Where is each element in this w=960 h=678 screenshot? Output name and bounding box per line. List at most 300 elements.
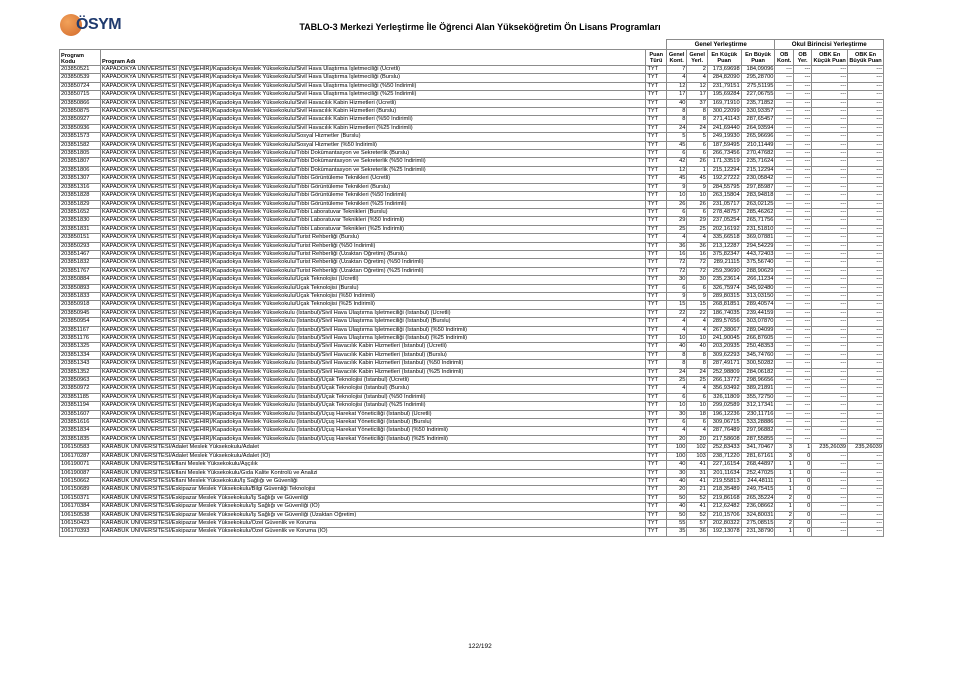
cell-puan-turu: TYT — [646, 377, 666, 385]
cell-ob-yer: --- — [793, 427, 811, 435]
cell-obk-en-buyuk: --- — [848, 99, 884, 107]
cell-genel-yerl: 36 — [687, 242, 707, 250]
cell-puan-turu: TYT — [646, 124, 666, 132]
cell-genel-kont: 50 — [666, 494, 686, 502]
cell-genel-kont: 40 — [666, 503, 686, 511]
cell-puan-turu: TYT — [646, 166, 666, 174]
cell-puan-turu: TYT — [646, 150, 666, 158]
cell-en-kucuk-puan: 300,22099 — [707, 108, 741, 116]
cell-puan-turu: TYT — [646, 82, 666, 90]
cell-genel-yerl: 15 — [687, 301, 707, 309]
cell-puan-turu: TYT — [646, 393, 666, 401]
cell-en-buyuk-puan: 239,44159 — [741, 309, 775, 317]
cell-en-kucuk-puan: 259,39690 — [707, 267, 741, 275]
cell-puan-turu: TYT — [646, 335, 666, 343]
table-row — [60, 158, 884, 166]
cell-ob-kont: --- — [775, 276, 793, 284]
table-row — [60, 435, 884, 443]
cell-en-kucuk-puan: 171,33519 — [707, 158, 741, 166]
cell-program-name: KARABÜK ÜNİVERSİTESİ/Eflani Meslek Yüksekokulu/İş Sağlığı ve Güvenliği — [100, 477, 646, 485]
table-row — [60, 250, 884, 258]
cell-ob-yer: --- — [793, 66, 811, 74]
cell-puan-turu: TYT — [646, 503, 666, 511]
table-row — [60, 124, 884, 132]
cell-program-code: 106170393 — [60, 528, 101, 536]
cell-ob-yer: 0 — [793, 494, 811, 502]
cell-puan-turu: TYT — [646, 461, 666, 469]
cell-genel-yerl: 8 — [687, 108, 707, 116]
cell-obk-en-kucuk: --- — [812, 469, 848, 477]
cell-program-name: KARABÜK ÜNİVERSİTESİ/Eskipazar Meslek Yüksekokulu/İş Sağlığı ve Güvenliği (İÖ) — [100, 503, 646, 511]
table-row — [60, 419, 884, 427]
cell-genel-yerl: 22 — [687, 309, 707, 317]
cell-genel-yerl: 16 — [687, 250, 707, 258]
cell-ob-kont: --- — [775, 108, 793, 116]
cell-puan-turu: TYT — [646, 175, 666, 183]
cell-obk-en-kucuk: --- — [812, 301, 848, 309]
table-row — [60, 326, 884, 334]
cell-genel-kont: 4 — [666, 385, 686, 393]
cell-puan-turu: TYT — [646, 469, 666, 477]
cell-en-kucuk-puan: 241,69440 — [707, 124, 741, 132]
cell-obk-en-kucuk: --- — [812, 419, 848, 427]
cell-genel-yerl: 52 — [687, 494, 707, 502]
cell-obk-en-buyuk: --- — [848, 519, 884, 527]
cell-program-name: KAPADOKYA ÜNİVERSİTESİ (NEVŞEHİR)/Kapadokya Meslek Yüksekokulu (İstanbul)/Sivil Havacılık Kabin Hizmetleri (İstanbul) (Ücretli) — [100, 343, 646, 351]
cell-obk-en-kucuk: --- — [812, 259, 848, 267]
cell-ob-yer: --- — [793, 124, 811, 132]
cell-program-name: KARABÜK ÜNİVERSİTESİ/Eskipazar Meslek Yüksekokulu/İş Sağlığı ve Güvenliği — [100, 494, 646, 502]
cell-genel-yerl: 8 — [687, 360, 707, 368]
cell-genel-yerl: 10 — [687, 402, 707, 410]
cell-obk-en-kucuk: --- — [812, 452, 848, 460]
cell-ob-yer: --- — [793, 217, 811, 225]
cell-program-name: KARABÜK ÜNİVERSİTESİ/Adalet Meslek Yüksekokulu/Adalet (İÖ) — [100, 452, 646, 460]
cell-genel-kont: 16 — [666, 250, 686, 258]
cell-program-code: 203851767 — [60, 267, 101, 275]
cell-genel-kont: 45 — [666, 141, 686, 149]
cell-ob-kont: --- — [775, 284, 793, 292]
cell-genel-yerl: 25 — [687, 225, 707, 233]
cell-ob-kont: --- — [775, 183, 793, 191]
cell-puan-turu: TYT — [646, 326, 666, 334]
cell-ob-yer: 0 — [793, 486, 811, 494]
cell-program-code: 203850724 — [60, 82, 101, 90]
cell-ob-yer: 0 — [793, 503, 811, 511]
cell-en-buyuk-puan: 289,04099 — [741, 326, 775, 334]
cell-obk-en-buyuk: --- — [848, 402, 884, 410]
cell-genel-yerl: 8 — [687, 116, 707, 124]
cell-obk-en-buyuk: --- — [848, 427, 884, 435]
cell-en-kucuk-puan: 287,76489 — [707, 427, 741, 435]
cell-program-code: 203851194 — [60, 402, 101, 410]
cell-puan-turu: TYT — [646, 284, 666, 292]
cell-puan-turu: TYT — [646, 292, 666, 300]
cell-ob-kont: --- — [775, 242, 793, 250]
cell-en-buyuk-puan: 231,51810 — [741, 225, 775, 233]
col-obk-kucuk: OBK En Küçük Puan — [813, 51, 846, 64]
cell-program-name: KAPADOKYA ÜNİVERSİTESİ (NEVŞEHİR)/Kapadokya Meslek Yüksekokulu (İstanbul)/Uçak Teknolojisi (İstanbul) (Ücretli) — [100, 377, 646, 385]
cell-en-buyuk-puan: 355,72750 — [741, 393, 775, 401]
cell-en-buyuk-puan: 297,96882 — [741, 427, 775, 435]
cell-puan-turu: TYT — [646, 276, 666, 284]
cell-program-name: KAPADOKYA ÜNİVERSİTESİ (NEVŞEHİR)/Kapadokya Meslek Yüksekokulu (İstanbul)/Sivil Havacılık Kabin Hizmetleri (İstanbul) (%50 İndirimli) — [100, 360, 646, 368]
cell-obk-en-kucuk: --- — [812, 225, 848, 233]
cell-program-code: 203850972 — [60, 385, 101, 393]
cell-en-buyuk-puan: 236,08662 — [741, 503, 775, 511]
cell-genel-kont: 20 — [666, 486, 686, 494]
cell-program-code: 203850539 — [60, 74, 101, 82]
cell-puan-turu: TYT — [646, 234, 666, 242]
cell-ob-kont: --- — [775, 435, 793, 443]
cell-program-code: 203851176 — [60, 335, 101, 343]
cell-ob-kont: --- — [775, 309, 793, 317]
cell-en-kucuk-puan: 326,75974 — [707, 284, 741, 292]
cell-genel-yerl: 41 — [687, 503, 707, 511]
cell-genel-kont: 25 — [666, 377, 686, 385]
table-row — [60, 351, 884, 359]
cell-genel-yerl: 6 — [687, 393, 707, 401]
cell-en-kucuk-puan: 187,59495 — [707, 141, 741, 149]
cell-genel-yerl: 2 — [687, 66, 707, 74]
cell-genel-kont: 8 — [666, 116, 686, 124]
cell-obk-en-kucuk: --- — [812, 208, 848, 216]
cell-en-kucuk-puan: 192,27222 — [707, 175, 741, 183]
cell-genel-kont: 22 — [666, 309, 686, 317]
cell-en-buyuk-puan: 265,96696 — [741, 133, 775, 141]
cell-genel-kont: 12 — [666, 82, 686, 90]
cell-genel-yerl: 40 — [687, 343, 707, 351]
cell-en-buyuk-puan: 275,51195 — [741, 82, 775, 90]
cell-puan-turu: TYT — [646, 192, 666, 200]
table-row — [60, 301, 884, 309]
cell-ob-kont: --- — [775, 217, 793, 225]
cell-en-buyuk-puan: 263,02125 — [741, 200, 775, 208]
cell-en-buyuk-puan: 265,71756 — [741, 217, 775, 225]
cell-program-name: KAPADOKYA ÜNİVERSİTESİ (NEVŞEHİR)/Kapadokya Meslek Yüksekokulu (İstanbul)/Uçuş Harekat Yöneticiliği (İstanbul) (%25 İndirimli) — [100, 435, 646, 443]
cell-en-kucuk-puan: 241,90045 — [707, 335, 741, 343]
cell-obk-en-buyuk: --- — [848, 494, 884, 502]
cell-obk-en-buyuk: --- — [848, 267, 884, 275]
cell-genel-yerl: 103 — [687, 452, 707, 460]
table-row — [60, 528, 884, 536]
table-row — [60, 82, 884, 90]
cell-obk-en-kucuk: --- — [812, 166, 848, 174]
cell-genel-yerl: 10 — [687, 192, 707, 200]
cell-genel-yerl: 52 — [687, 511, 707, 519]
cell-en-kucuk-puan: 263,15804 — [707, 192, 741, 200]
cell-puan-turu: TYT — [646, 309, 666, 317]
cell-program-code: 203850521 — [60, 66, 101, 74]
cell-program-name: KAPADOKYA ÜNİVERSİTESİ (NEVŞEHİR)/Kapadokya Meslek Yüksekokulu/Sivil Hava Ulaştırma İşletmeciliği (Ücretli) — [100, 66, 646, 74]
cell-obk-en-buyuk: --- — [848, 82, 884, 90]
cell-program-name: KAPADOKYA ÜNİVERSİTESİ (NEVŞEHİR)/Kapadokya Meslek Yüksekokulu/Turist Rehberliği (Uzaktan Öğretim) (Burslu) — [100, 250, 646, 258]
cell-en-kucuk-puan: 252,98809 — [707, 368, 741, 376]
cell-ob-kont: 1 — [775, 469, 793, 477]
cell-en-buyuk-puan: 249,75415 — [741, 486, 775, 494]
cell-ob-kont: --- — [775, 368, 793, 376]
cell-genel-yerl: 18 — [687, 410, 707, 418]
cell-ob-kont: 3 — [775, 444, 793, 452]
cell-genel-kont: 4 — [666, 326, 686, 334]
cell-program-code: 203851325 — [60, 343, 101, 351]
cell-ob-kont: --- — [775, 427, 793, 435]
cell-obk-en-buyuk: --- — [848, 91, 884, 99]
cell-en-buyuk-puan: 210,11449 — [741, 141, 775, 149]
cell-program-name: KAPADOKYA ÜNİVERSİTESİ (NEVŞEHİR)/Kapadokya Meslek Yüksekokulu (İstanbul)/Sivil Havacılık Kabin Hizmetleri (İstanbul) (Burslu) — [100, 351, 646, 359]
col-ob-kont: OB Kont. — [775, 50, 793, 66]
cell-obk-en-buyuk: --- — [848, 208, 884, 216]
cell-puan-turu: TYT — [646, 435, 666, 443]
cell-obk-en-kucuk: --- — [812, 326, 848, 334]
cell-ob-kont: 2 — [775, 494, 793, 502]
cell-obk-en-buyuk: --- — [848, 309, 884, 317]
cell-en-buyuk-puan: 227,06755 — [741, 91, 775, 99]
cell-obk-en-buyuk: --- — [848, 343, 884, 351]
cell-genel-yerl: 6 — [687, 419, 707, 427]
cell-program-name: KAPADOKYA ÜNİVERSİTESİ (NEVŞEHİR)/Kapadokya Meslek Yüksekokulu/Sivil Havacılık Kabin Hizmetleri (Burslu) — [100, 108, 646, 116]
cell-obk-en-kucuk: --- — [812, 461, 848, 469]
cell-genel-kont: 29 — [666, 217, 686, 225]
cell-ob-kont: --- — [775, 225, 793, 233]
cell-puan-turu: TYT — [646, 250, 666, 258]
table-row — [60, 225, 884, 233]
cell-program-code: 106150662 — [60, 477, 101, 485]
cell-obk-en-kucuk: --- — [812, 343, 848, 351]
cell-ob-yer: --- — [793, 242, 811, 250]
cell-genel-kont: 35 — [666, 528, 686, 536]
cell-en-kucuk-puan: 217,58608 — [707, 435, 741, 443]
cell-program-code: 203851582 — [60, 141, 101, 149]
cell-ob-kont: 2 — [775, 511, 793, 519]
cell-program-name: KAPADOKYA ÜNİVERSİTESİ (NEVŞEHİR)/Kapadokya Meslek Yüksekokulu/Tıbbi Laboratuvar Teknikleri (%50 İndirimli) — [100, 217, 646, 225]
cell-program-code: 203851652 — [60, 208, 101, 216]
cell-en-kucuk-puan: 335,66518 — [707, 234, 741, 242]
cell-obk-en-kucuk: --- — [812, 74, 848, 82]
cell-obk-en-buyuk: --- — [848, 435, 884, 443]
cell-obk-en-kucuk: --- — [812, 494, 848, 502]
cell-en-kucuk-puan: 284,55795 — [707, 183, 741, 191]
cell-ob-yer: --- — [793, 108, 811, 116]
cell-genel-kont: 30 — [666, 469, 686, 477]
group-general-header: Genel Yerleştirme — [666, 40, 775, 50]
cell-program-code: 203850884 — [60, 276, 101, 284]
table-row — [60, 377, 884, 385]
table-row — [60, 511, 884, 519]
cell-ob-yer: --- — [793, 175, 811, 183]
cell-genel-kont: 12 — [666, 166, 686, 174]
cell-genel-yerl: 6 — [687, 284, 707, 292]
cell-en-kucuk-puan: 278,48757 — [707, 208, 741, 216]
table-row — [60, 166, 884, 174]
cell-puan-turu: TYT — [646, 360, 666, 368]
cell-puan-turu: TYT — [646, 528, 666, 536]
table-row — [60, 486, 884, 494]
cell-obk-en-kucuk: --- — [812, 318, 848, 326]
cell-obk-en-buyuk: --- — [848, 385, 884, 393]
table-row — [60, 66, 884, 74]
cell-program-name: KAPADOKYA ÜNİVERSİTESİ (NEVŞEHİR)/Kapadokya Meslek Yüksekokulu (İstanbul)/Sivil Hava Ulaştırma İşletmeciliği (İstanbul) (Ücretli) — [100, 309, 646, 317]
cell-en-kucuk-puan: 266,13772 — [707, 377, 741, 385]
cell-obk-en-buyuk: --- — [848, 360, 884, 368]
cell-en-kucuk-puan: 299,02589 — [707, 402, 741, 410]
cell-program-name: KAPADOKYA ÜNİVERSİTESİ (NEVŞEHİR)/Kapadokya Meslek Yüksekokulu/Uçak Teknolojisi (Ücretli) — [100, 276, 646, 284]
cell-ob-kont: --- — [775, 259, 793, 267]
cell-program-name: KAPADOKYA ÜNİVERSİTESİ (NEVŞEHİR)/Kapadokya Meslek Yüksekokulu (İstanbul)/Uçak Teknolojisi (İstanbul) (Burslu) — [100, 385, 646, 393]
cell-genel-yerl: 4 — [687, 74, 707, 82]
cell-en-buyuk-puan: 252,47025 — [741, 469, 775, 477]
table-row — [60, 318, 884, 326]
cell-ob-yer: --- — [793, 284, 811, 292]
cell-obk-en-kucuk: --- — [812, 393, 848, 401]
cell-genel-kont: 55 — [666, 519, 686, 527]
cell-en-buyuk-puan: 275,08515 — [741, 519, 775, 527]
table-row — [60, 242, 884, 250]
cell-puan-turu: TYT — [646, 225, 666, 233]
cell-ob-kont: --- — [775, 150, 793, 158]
cell-ob-kont: --- — [775, 66, 793, 74]
cell-genel-kont: 4 — [666, 427, 686, 435]
cell-genel-yerl: 6 — [687, 208, 707, 216]
cell-genel-kont: 30 — [666, 410, 686, 418]
cell-en-kucuk-puan: 210,15706 — [707, 511, 741, 519]
cell-obk-en-kucuk: --- — [812, 410, 848, 418]
cell-en-buyuk-puan: 215,12294 — [741, 166, 775, 174]
cell-program-code: 203851831 — [60, 225, 101, 233]
cell-program-name: KAPADOKYA ÜNİVERSİTESİ (NEVŞEHİR)/Kapadokya Meslek Yüksekokulu/Tıbbi Görüntüleme Teknikleri (%25 İndirimli) — [100, 200, 646, 208]
cell-obk-en-buyuk: --- — [848, 368, 884, 376]
cell-obk-en-buyuk: --- — [848, 250, 884, 258]
cell-program-name: KAPADOKYA ÜNİVERSİTESİ (NEVŞEHİR)/Kapadokya Meslek Yüksekokulu (İstanbul)/Uçuş Harekat Yöneticiliği (İstanbul) (%50 İndirimli) — [100, 427, 646, 435]
cell-obk-en-kucuk: --- — [812, 477, 848, 485]
cell-program-name: KAPADOKYA ÜNİVERSİTESİ (NEVŞEHİR)/Kapadokya Meslek Yüksekokulu/Sivil Havacılık Kabin Hizmetleri (%25 İndirimli) — [100, 124, 646, 132]
table-row — [60, 368, 884, 376]
cell-obk-en-kucuk: --- — [812, 108, 848, 116]
cell-ob-kont: --- — [775, 250, 793, 258]
cell-ob-yer: --- — [793, 91, 811, 99]
cell-obk-en-kucuk: --- — [812, 158, 848, 166]
cell-obk-en-buyuk: --- — [848, 133, 884, 141]
cell-genel-yerl: 36 — [687, 528, 707, 536]
cell-genel-kont: 30 — [666, 276, 686, 284]
cell-puan-turu: TYT — [646, 66, 666, 74]
cell-program-code: 203851343 — [60, 360, 101, 368]
table-row — [60, 108, 884, 116]
cell-program-name: KAPADOKYA ÜNİVERSİTESİ (NEVŞEHİR)/Kapadokya Meslek Yüksekokulu/Turist Rehberliği (Uzaktan Öğretim) (%25 İndirimli) — [100, 267, 646, 275]
cell-en-kucuk-puan: 235,23614 — [707, 276, 741, 284]
cell-genel-yerl: 72 — [687, 267, 707, 275]
cell-ob-yer: --- — [793, 234, 811, 242]
table-row — [60, 150, 884, 158]
cell-en-buyuk-puan: 235,71852 — [741, 99, 775, 107]
cell-obk-en-kucuk: --- — [812, 351, 848, 359]
cell-genel-kont: 100 — [666, 452, 686, 460]
cell-obk-en-buyuk: --- — [848, 377, 884, 385]
cell-program-code: 106190071 — [60, 461, 101, 469]
table-row — [60, 452, 884, 460]
cell-program-name: KARABÜK ÜNİVERSİTESİ/Eflani Meslek Yüksekokulu/Aşçılık — [100, 461, 646, 469]
cell-obk-en-kucuk: --- — [812, 133, 848, 141]
cell-ob-kont: --- — [775, 158, 793, 166]
cell-en-kucuk-puan: 203,20935 — [707, 343, 741, 351]
cell-obk-en-kucuk: --- — [812, 242, 848, 250]
cell-obk-en-buyuk: --- — [848, 452, 884, 460]
col-genel-kont: Genel Kont. — [666, 50, 686, 66]
cell-en-buyuk-puan: 345,74760 — [741, 351, 775, 359]
cell-ob-kont: --- — [775, 410, 793, 418]
table-row — [60, 200, 884, 208]
cell-obk-en-kucuk: --- — [812, 250, 848, 258]
table-row — [60, 133, 884, 141]
cell-ob-yer: --- — [793, 267, 811, 275]
cell-genel-yerl: 6 — [687, 150, 707, 158]
cell-genel-kont: 50 — [666, 511, 686, 519]
cell-program-name: KAPADOKYA ÜNİVERSİTESİ (NEVŞEHİR)/Kapadokya Meslek Yüksekokulu/Tıbbi Görüntüleme Teknikleri (%50 İndirimli) — [100, 192, 646, 200]
cell-genel-kont: 5 — [666, 133, 686, 141]
cell-program-name: KAPADOKYA ÜNİVERSİTESİ (NEVŞEHİR)/Kapadokya Meslek Yüksekokulu (İstanbul)/Sivil Havacılık Kabin Hizmetleri (İstanbul) (%25 İndirimli) — [100, 368, 646, 376]
page-title: TABLO-3 Merkezi Yerleştirme İle Öğrenci Alan Yükseköğretim Ön Lisans Programları — [299, 22, 661, 32]
cell-en-buyuk-puan: 303,07870 — [741, 318, 775, 326]
cell-program-name: KAPADOKYA ÜNİVERSİTESİ (NEVŞEHİR)/Kapadokya Meslek Yüksekokulu (İstanbul)/Uçuş Harekat Yöneticiliği (İstanbul) (Ücretli) — [100, 410, 646, 418]
cell-obk-en-kucuk: --- — [812, 435, 848, 443]
cell-ob-kont: --- — [775, 208, 793, 216]
cell-obk-en-buyuk: --- — [848, 335, 884, 343]
cell-genel-kont: 36 — [666, 242, 686, 250]
cell-genel-kont: 7 — [666, 66, 686, 74]
cell-obk-en-kucuk: --- — [812, 116, 848, 124]
cell-genel-yerl: 30 — [687, 276, 707, 284]
table-column-header — [60, 50, 884, 66]
cell-ob-kont: --- — [775, 402, 793, 410]
cell-genel-kont: 10 — [666, 402, 686, 410]
cell-obk-en-buyuk: --- — [848, 166, 884, 174]
cell-puan-turu: TYT — [646, 108, 666, 116]
cell-ob-yer: --- — [793, 82, 811, 90]
cell-ob-yer: --- — [793, 116, 811, 124]
cell-program-code: 106150538 — [60, 511, 101, 519]
cell-en-buyuk-puan: 264,93594 — [741, 124, 775, 132]
cell-en-buyuk-puan: 287,55855 — [741, 435, 775, 443]
cell-program-code: 106170384 — [60, 503, 101, 511]
cell-en-buyuk-puan: 230,11716 — [741, 410, 775, 418]
cell-ob-yer: --- — [793, 393, 811, 401]
cell-obk-en-buyuk: --- — [848, 124, 884, 132]
cell-puan-turu: TYT — [646, 486, 666, 494]
cell-ob-yer: 0 — [793, 519, 811, 527]
cell-en-kucuk-puan: 326,11809 — [707, 393, 741, 401]
cell-en-buyuk-puan: 312,17341 — [741, 402, 775, 410]
cell-obk-en-kucuk: --- — [812, 267, 848, 275]
table-row — [60, 284, 884, 292]
cell-obk-en-kucuk: --- — [812, 511, 848, 519]
cell-obk-en-kucuk: --- — [812, 503, 848, 511]
cell-en-buyuk-puan: 270,47682 — [741, 150, 775, 158]
cell-genel-kont: 6 — [666, 393, 686, 401]
cell-en-kucuk-puan: 266,73456 — [707, 150, 741, 158]
cell-genel-yerl: 25 — [687, 377, 707, 385]
cell-obk-en-kucuk: --- — [812, 427, 848, 435]
cell-puan-turu: TYT — [646, 318, 666, 326]
cell-program-code: 203851807 — [60, 158, 101, 166]
cell-genel-yerl: 26 — [687, 158, 707, 166]
cell-puan-turu: TYT — [646, 200, 666, 208]
cell-obk-en-kucuk: --- — [812, 284, 848, 292]
cell-obk-en-kucuk: --- — [812, 309, 848, 317]
cell-program-code: 203851835 — [60, 435, 101, 443]
cell-obk-en-buyuk: --- — [848, 419, 884, 427]
cell-en-buyuk-puan: 266,87605 — [741, 335, 775, 343]
cell-en-buyuk-puan: 231,38790 — [741, 528, 775, 536]
